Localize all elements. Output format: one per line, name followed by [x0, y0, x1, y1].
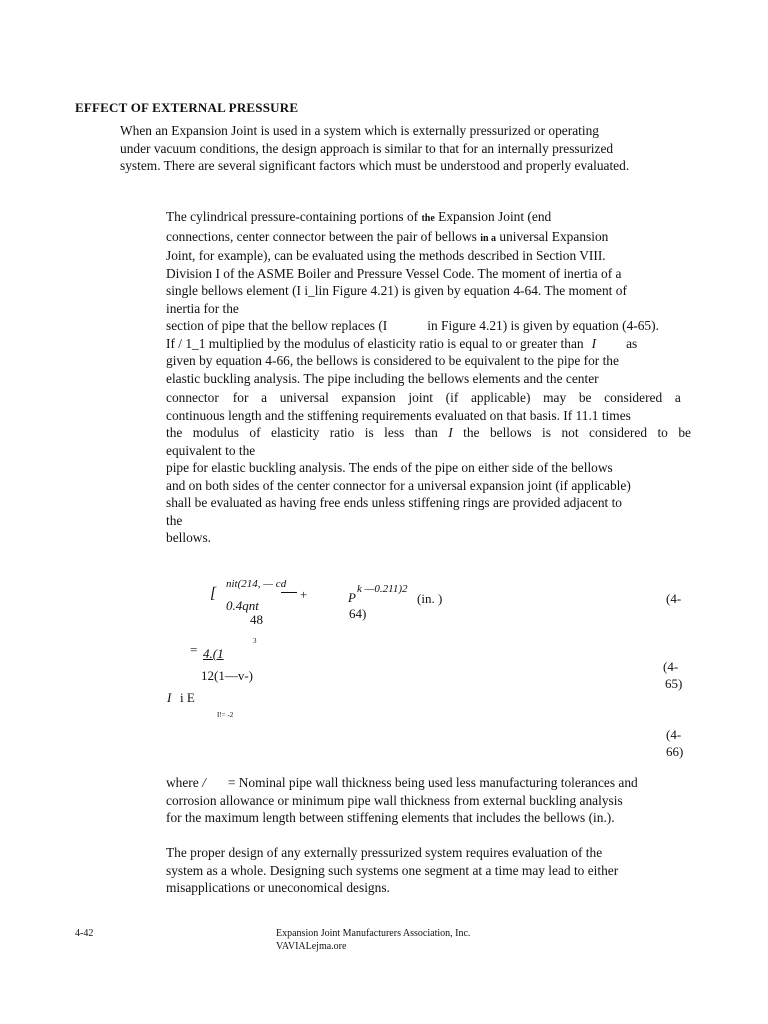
where-line: [166, 774, 691, 792]
equation-number: 66): [666, 744, 684, 759]
main-paragraph: [166, 208, 691, 547]
eq-term: nit(214, — cd: [226, 578, 287, 590]
text-run: the: [421, 213, 435, 224]
main-line: bellows.: [166, 530, 212, 545]
equation-number: (4-: [666, 727, 682, 742]
main-line: Joint, for example), can be evaluated using the methods described in Section VIII.: [166, 248, 606, 263]
main-line: [166, 424, 691, 442]
text-run: Expansion Joint (end: [434, 209, 552, 224]
where-paragraph: [166, 774, 691, 827]
main-line: [166, 208, 691, 228]
main-line: Division I of the ASME Boiler and Pressure Vessel Code. The moment of inertia of a: [166, 265, 622, 281]
text-run: section of pipe that the bellow replaces (I: [166, 318, 388, 333]
eq-unit: (in. ): [417, 591, 443, 606]
equation-number: (4-: [663, 659, 679, 674]
text-run: in a: [480, 232, 497, 244]
footer-organization: Expansion Joint Manufacturers Association, Inc.: [276, 928, 471, 939]
text-run: universal Expansion: [496, 228, 609, 244]
closing-line: The proper design of any externally pressurized system requires evaluation of the: [166, 845, 603, 860]
main-line: and on both sides of the center connector for a universal expansion joint (if applicable): [166, 477, 631, 493]
main-line: [166, 389, 691, 407]
where-line: corrosion allowance or minimum pipe wall thickness from external buckling analysis: [166, 792, 623, 808]
eq-term: I!= -2: [217, 711, 234, 719]
eq-term: P: [348, 590, 356, 605]
eq-term: i E: [180, 690, 195, 705]
closing-paragraph: [166, 844, 691, 897]
main-line: equivalent to the: [166, 442, 256, 458]
text-run: the modulus of elasticity ratio is less than: [166, 425, 438, 440]
text-run: I: [448, 425, 453, 440]
main-line: pipe for elastic buckling analysis. The ends of the pipe on either side of the bellows: [166, 460, 613, 475]
main-line: given by equation 4-66, the bellows is considered to be equivalent to the pipe for the: [166, 353, 619, 368]
eq-term: I: [167, 690, 172, 705]
text-run: If / 1_1 multiplied by the modulus of elasticity ratio is equal to or greater than: [166, 335, 584, 351]
eq-term: k —0.211)2: [357, 583, 408, 595]
eq-term: 3: [253, 637, 257, 645]
text-run: as: [626, 335, 638, 351]
section-heading: EFFECT OF EXTERNAL PRESSURE: [75, 100, 299, 115]
eq-term: 0.4qnt: [226, 598, 259, 613]
equation-number: (4-: [666, 591, 682, 606]
main-line: [166, 228, 691, 248]
main-line: inertia for the: [166, 300, 239, 316]
fraction-bar: [281, 592, 297, 593]
text-run: = Nominal pipe wall thickness being used less manufacturing tolerances and: [227, 775, 638, 790]
main-line: elastic buckling analysis. The pipe including the bellows elements and the center: [166, 370, 599, 386]
intro-line: system. There are several significant factors which must be understood and properly evaluated.: [120, 158, 630, 173]
main-line: continuous length and the stiffening requirements evaluated on that basis. If 11.1 times: [166, 407, 631, 423]
text-run: I: [591, 335, 597, 351]
closing-line: system as a whole. Designing such systems one segment at a time may lead to either: [166, 862, 619, 878]
text-run: connector: [166, 390, 219, 405]
eq-term: 12(1—v-): [201, 668, 253, 683]
main-line: the: [166, 512, 183, 528]
text-run: The cylindrical pressure-containing portions of: [166, 209, 422, 224]
text-run: connections, center connector between the pair of bellows: [166, 228, 481, 244]
page-number: 4-42: [75, 928, 94, 939]
main-line: single bellows element (I i_lin Figure 4.21) is given by equation 4-64. The moment of: [166, 283, 627, 298]
text-run: where: [166, 775, 199, 790]
text-run: the bellows is not considered to be: [463, 425, 691, 440]
main-line: shall be evaluated as having free ends unless stiffening rings are provided adjacent to: [166, 495, 623, 510]
equation-number: 65): [665, 676, 683, 691]
bracket-glyph: [: [210, 585, 217, 602]
text-run: for a universal expansion joint (if applicable) may be considered a: [232, 390, 681, 405]
eq-term: 48: [250, 612, 263, 627]
equation-number: 64): [349, 606, 367, 621]
eq-operator: =: [190, 642, 198, 657]
eq-operator: +: [300, 587, 308, 602]
text-run: in Figure 4.21) is given by equation (4-65).: [427, 318, 659, 333]
intro-paragraph: [120, 122, 690, 175]
main-line: [166, 335, 691, 353]
main-line: [166, 317, 691, 335]
text-run: /: [202, 775, 206, 790]
where-line: for the maximum length between stiffening elements that includes the bellows (in.).: [166, 810, 615, 825]
closing-line: misapplications or uneconomical designs.: [166, 880, 390, 895]
intro-line: under vacuum conditions, the design approach is similar to that for an internally pressurized: [120, 140, 614, 156]
footer-website: VAVIALejma.ore: [276, 941, 347, 952]
intro-line: When an Expansion Joint is used in a system which is externally pressurized or operating: [120, 123, 599, 138]
eq-term: 4.(1: [203, 646, 224, 661]
